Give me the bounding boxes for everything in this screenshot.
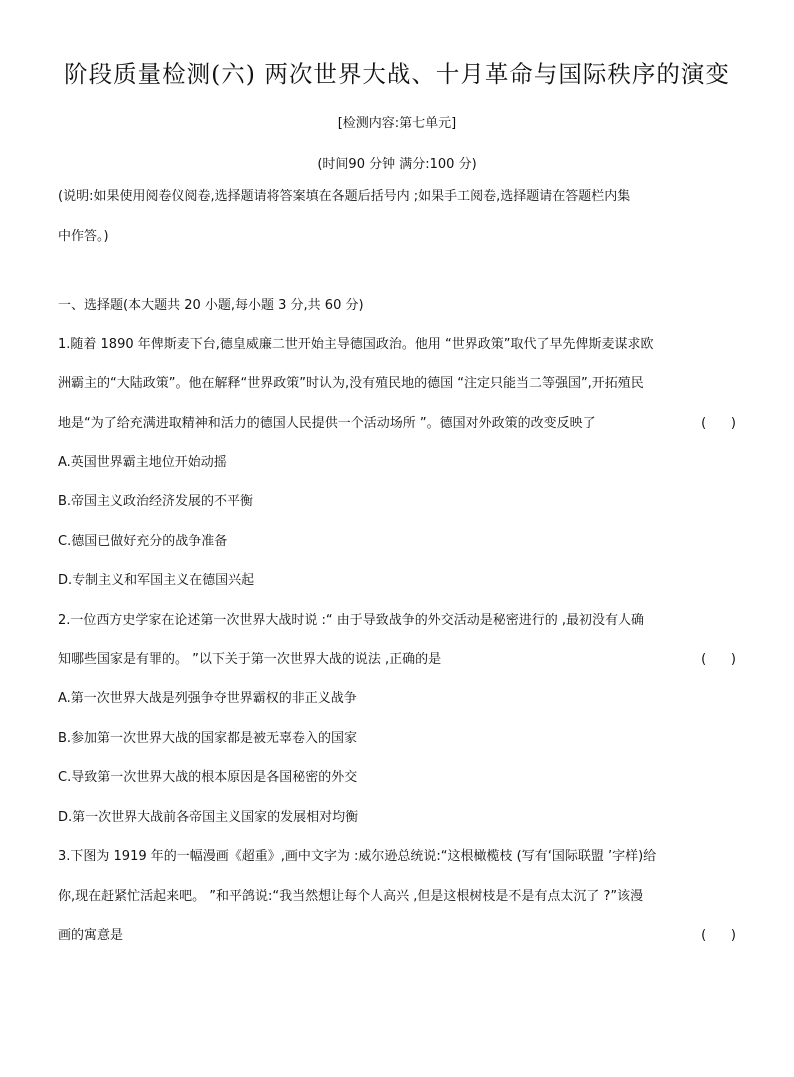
question-1-option-d: D.专制主义和军国主义在德国兴起: [58, 573, 255, 588]
instructions-line: (说明:如果使用阅卷仪阅卷,选择题请将答案填在各题后括号内 ;如果手工阅卷,选择题请在答题栏内集: [58, 189, 631, 204]
question-2-option-d: D.第一次世界大战前各帝国主义国家的发展相对均衡: [58, 810, 359, 825]
question-1-stem-line: 洲霸主的“大陆政策”。他在解释“世界政策”时认为,没有殖民地的德国 “注定只能当二等强国”,开拓殖民: [58, 376, 644, 391]
question-1-option-a: A.英国世界霸主地位开始动摇: [58, 455, 227, 470]
question-2-stem-line: 知哪些国家是有罪的。 ”以下关于第一次世界大战的说法 ,正确的是: [58, 652, 442, 667]
question-3-stem-line: 你,现在赶紧忙活起来吧。 ”和平鸽说:“我当然想让每个人高兴 ,但是这根树枝是不是有点太沉了 ?”该漫: [58, 889, 644, 904]
question-1-answer-paren[interactable]: ( ): [701, 416, 736, 431]
question-3-stem-line: 3.下图为 1919 年的一幅漫画《超重》,画中文字为 :威尔逊总统说:“这根橄榄枝 (写有‘国际联盟 ’字样)给: [58, 849, 657, 864]
section-heading: 一、选择题(本大题共 20 小题,每小题 3 分,共 60 分): [58, 298, 364, 313]
question-1-option-c: C.德国已做好充分的战争准备: [58, 534, 228, 549]
question-2-option-b: B.参加第一次世界大战的国家都是被无辜卷入的国家: [58, 731, 358, 746]
question-3-answer-paren[interactable]: ( ): [701, 928, 736, 943]
question-3-stem-line: 画的寓意是: [58, 928, 124, 943]
content-scope: [检测内容:第七单元]: [337, 116, 457, 131]
instructions-line: 中作答。): [58, 229, 109, 244]
question-1-stem-line: 1.随着 1890 年俾斯麦下台,德皇威廉二世开始主导德国政治。他用 “世界政策”取代了早先俾斯麦谋求欧: [58, 337, 654, 352]
question-1-stem-line: 地是“为了给充满进取精神和活力的德国人民提供一个活动场所 ”。德国对外政策的改变反映了: [58, 416, 596, 431]
question-2-stem-line: 2.一位西方史学家在论述第一次世界大战时说 :“ 由于导致战争的外交活动是秘密进行的 ,最初没有人确: [58, 613, 645, 628]
question-2-option-a: A.第一次世界大战是列强争夺世界霸权的非正义战争: [58, 691, 357, 706]
question-2-answer-paren[interactable]: ( ): [701, 652, 736, 667]
question-2-option-c: C.导致第一次世界大战的根本原因是各国秘密的外交: [58, 770, 358, 785]
time-and-score: (时间90 分钟 满分:100 分): [317, 157, 477, 172]
page-title: 阶段质量检测(六) 两次世界大战、十月革命与国际秩序的演变: [64, 60, 730, 88]
question-1-option-b: B.帝国主义政治经济发展的不平衡: [58, 494, 254, 509]
